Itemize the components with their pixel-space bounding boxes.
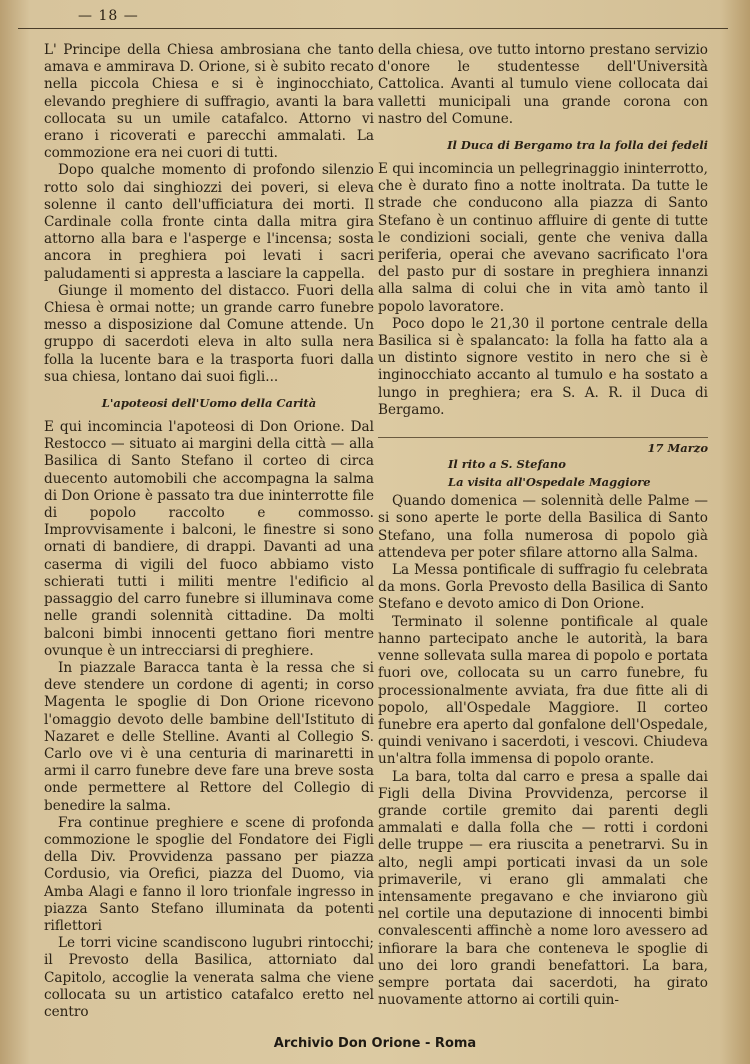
subheading: Il rito a S. Stefano: [448, 457, 566, 472]
section-heading: Il Duca di Bergamo tra la folla dei fedeli: [447, 138, 708, 153]
paragraph: della chiesa, ove tutto intorno prestano servizio d'onore le studentesse dell'Università Cattolica. Avanti al tumulo viene collocata dai valletti municipali una grande corona con nastro del Comune.: [378, 42, 708, 127]
page-number: — 18 —: [78, 8, 139, 24]
right-column: [378, 42, 708, 1009]
paragraph: La Messa pontificale di suffragio fu celebrata da mons. Gorla Prevosto della Basilica di Santo Stefano e devoto amico di Don Orione.: [378, 562, 708, 613]
paragraph: Quando domenica — solennità delle Palme — si sono aperte le porte della Basilica di Santo Stefano, una folla numerosa di popolo già attendeva per poter sfilare attorno alla Salma.: [378, 493, 708, 561]
paragraph: L' Principe della Chiesa ambrosiana che tanto amava e ammirava D. Orione, si è subito recato nella piccola Chiesa e si è inginocchiato, elevando preghiere di suffragio, avanti la bara collocata su un umile catafalco. Attorno vi erano i ricoverati e parecchi ammalati. La commozione era nei cuori di tutti.: [44, 42, 374, 162]
paragraph: Terminato il solenne pontificale al quale hanno partecipato anche le autorità, la bara venne sollevata sulla marea di popolo e portata fuori ove, collocata su un carro funebre, fu processionalmente avviata, fra due fitte ali di popolo, all'Ospedale Maggiore. Il corteo funebre era aperto dal gonfalone dell'Ospedale, quindi venivano i sacerdoti, i vescovi. Chiudeva un'altra folla immensa di popolo orante.: [378, 613, 708, 768]
paragraph: In piazzale Baracca tanta è la ressa che si deve stendere un cordone di agenti; in corso Magenta le spoglie di Don Orione ricevono l'omaggio devoto delle bambine dell'Istituto di Nazaret e delle Stelline. Avanti al Collegio S. Carlo ove vi è una centuria di marinaretti in armi il carro funebre deve fare una breve sosta onde permettere al Rettore del Collegio di benedire la salma.: [44, 659, 374, 814]
paragraph: E qui incomincia un pellegrinaggio ininterrotto, che è durato fino a notte inoltrata. Da tutte le strade che conducono alla piazza di Santo Stefano è un continuo affluire di gente di tutte le condizioni sociali, gente che veniva dalla periferia, operai che avevano sacrificato l'ora del pasto pur di sostare in preghiera innanzi alla salma di colui che in vita amò tanto il popolo lavoratore.: [378, 161, 708, 315]
paragraph: La bara, tolta dal carro e presa a spalle dai Figli della Divina Provvidenza, percorse il grande cortile gremito dai parenti degli ammalati e dalla folla che — rotti i cordoni delle truppe — era riuscita a penetrarvi. Su in alto, negli ampi porticati invasi da un sole primaverile, vi erano gli ammalati che intensamente pregavano e che inviarono giù nel cortile una deputazione di innocenti bimbi convalescenti affinchè a nome loro avessero ad infiorare la bara che conteneva le spoglie di uno dei loro grandi benefattori. La bara, sempre portata dai sacerdoti, ha girato nuovamente attorno ai cortili quin-: [378, 768, 708, 1009]
paragraph: Fra continue preghiere e scene di profonda commozione le spoglie del Fondatore dei Figli della Div. Provvidenza passano per piazza Cordusio, via Orefici, piazza del Duomo, via Amba Alagi e fanno il loro trionfale ingresso in piazza Santo Stefano illuminata da potenti riflettori: [44, 814, 374, 934]
paragraph: Poco dopo le 21,30 il portone centrale della Basilica si è spalancato: la folla ha fatto ala a un distinto signore vestito in nero che si è inginocchiato accanto al tumulo e ha sostato a lungo in preghiera; era S. A. R. il Duca di Bergamo.: [378, 315, 708, 418]
left-column: [44, 42, 374, 1021]
paragraph: Dopo qualche momento di profondo silenzio rotto solo dai singhiozzi dei poveri, si eleva solenne il canto dell'ufficiatura dei morti. Il Cardinale colla fronte cinta dalla mitra gira attorno alla bara e l'asperge e l'incensa; sosta ancora in preghiera poi levati i sacri paludamenti si appresta a lasciare la cappella.: [44, 162, 374, 282]
subheading: La visita all'Ospedale Maggiore: [448, 475, 651, 490]
date-heading: 17 Marzo: [378, 437, 708, 457]
paragraph: Le torri vicine scandiscono lugubri rintocchi; il Prevosto della Basilica, attorniato dal Capitolo, accoglie la venerata salma che viene collocata su un artistico catafalco eretto nel centro: [44, 935, 374, 1020]
paragraph: Giunge il momento del distacco. Fuori della Chiesa è ormai notte; un grande carro funebre messo a disposizione dal Comune attende. Un gruppo di sacerdoti eleva in alto sulla nera folla la lucente bara e la trasporta fuori dalla sua chiesa, lontano dai suoi figli...: [44, 282, 374, 385]
section-heading: L'apoteosi dell'Uomo della Carità: [101, 396, 317, 411]
paragraph: E qui incomincia l'apoteosi di Don Orione. Dal Restocco — situato ai margini della città — alla Basilica di Santo Stefano il corteo di circa duecento automobili che accompagna la salma di Don Orione è passato tra due ininterrotte file di popolo raccolto e commosso. Improvvisamente i balconi, le finestre si sono ornati di bandiere, di drappi. Davanti ad una caserma di vigili del fuoco abbiamo visto schierati tutti i militi mentre l'edificio al passaggio del carro funebre si illuminava come nelle grandi solennità cittadine. Da molti balconi bimbi innocenti gettano fiori mentre ovunque è un intrecciarsi di preghiere.: [44, 419, 374, 659]
archive-footer: Archivio Don Orione - Roma: [273, 1036, 477, 1051]
page-header: [18, 6, 728, 29]
